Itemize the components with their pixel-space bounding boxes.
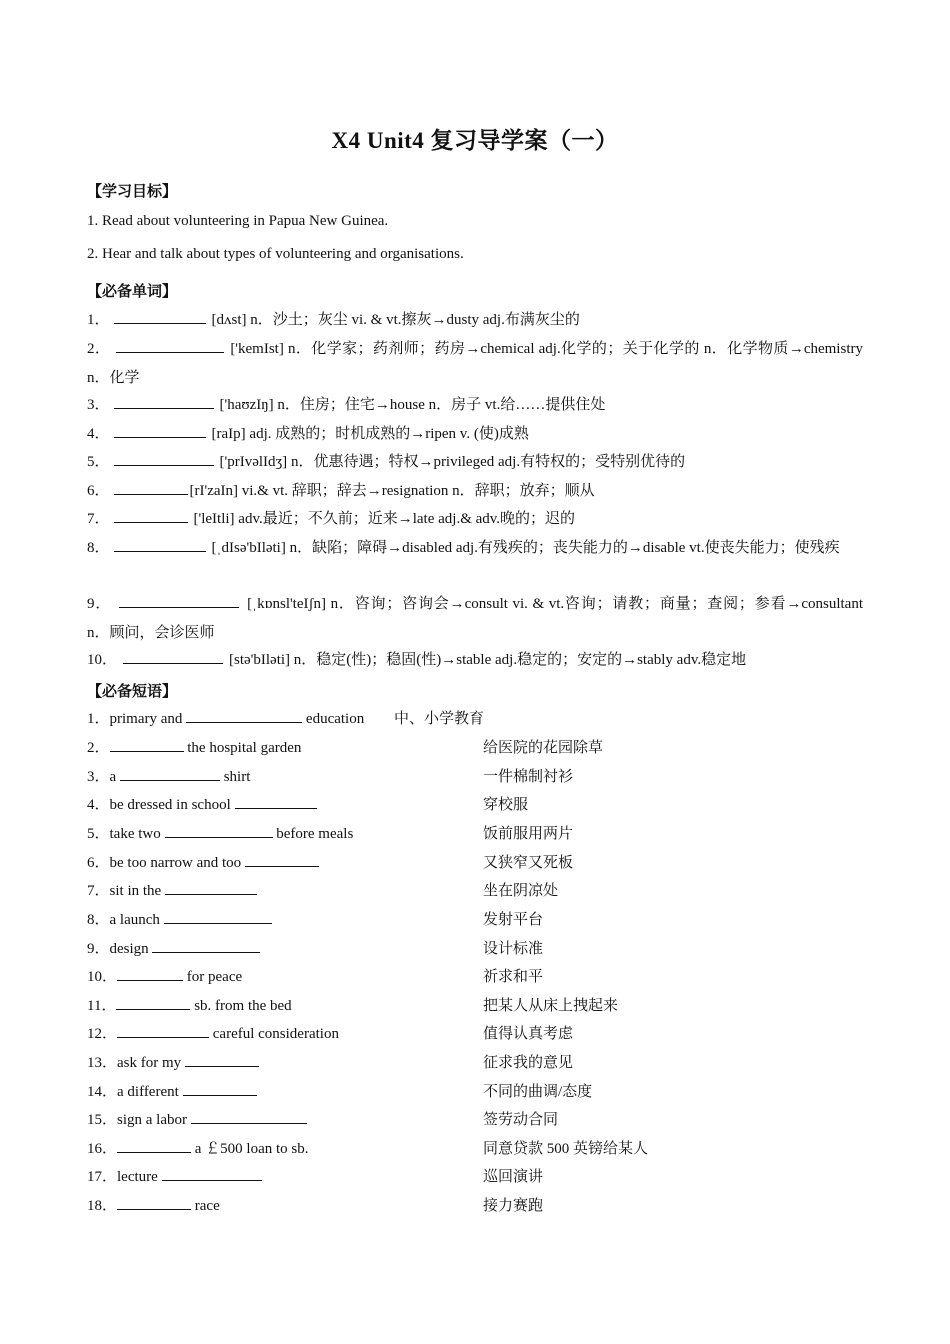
phrase-translation: 中、小学教育 [393, 711, 484, 727]
phrase-translation: 发射平台 [483, 912, 544, 928]
phrase-item [87, 1108, 307, 1129]
word-number: 9． [87, 596, 112, 612]
phrase-item [87, 736, 301, 757]
phrase-text: primary and [109, 711, 183, 727]
phrase-item [87, 1080, 257, 1101]
phrase-text: before meals [276, 826, 354, 842]
phrase-text: shirt [223, 769, 251, 785]
phrase-blank [152, 939, 260, 953]
phrase-text: be too narrow and too [109, 855, 242, 871]
word-definition: n．化学家；药剂师；药房→chemical adj.化学的；关于化学的 n．化学物质→chemistry n．化学 [87, 341, 863, 386]
phrase-text: sign a labor [117, 1112, 187, 1128]
phrase-item [87, 765, 250, 786]
phrase-text: a [109, 769, 117, 785]
phrase-item [87, 822, 353, 843]
word-blank [114, 424, 206, 438]
phrase-translation: 巡回演讲 [483, 1169, 544, 1185]
word-phonetic: [raIp] [211, 426, 246, 442]
phrase-number: 15． [87, 1112, 118, 1128]
phrase-text: ask for my [117, 1055, 182, 1071]
phrase-text: take two [109, 826, 161, 842]
phrase-item [87, 851, 319, 872]
phrase-blank [191, 1110, 307, 1124]
phrase-translation: 征求我的意见 [483, 1055, 574, 1071]
phrase-blank [165, 881, 257, 895]
phrase-translation: 把某人从床上拽起来 [483, 998, 619, 1014]
phrase-blank [120, 767, 220, 781]
word-item [87, 534, 863, 563]
phrase-blank [117, 1024, 209, 1038]
phrase-number: 9． [87, 941, 110, 957]
word-number: 3． [87, 397, 110, 413]
word-phonetic: [rI'zaIn] [189, 483, 239, 499]
word-item [87, 505, 863, 534]
phrases-heading: 【必备短语】 [87, 684, 178, 700]
phrase-number: 7． [87, 883, 110, 899]
phrase-text: sit in the [109, 883, 162, 899]
phrase-translation: 祈求和平 [483, 969, 544, 985]
phrase-number: 3． [87, 769, 110, 785]
phrase-blank [186, 709, 302, 723]
word-definition: n．住房；住宅→house n．房子 vt.给……提供住处 [277, 397, 606, 413]
word-number: 6． [87, 483, 110, 499]
phrase-translation: 坐在阴凉处 [483, 883, 559, 899]
word-item [87, 590, 863, 647]
word-definition: n．缺陷；障碍→disabled adj.有残疾的；丧失能力的→disable vt.使丧失能力；使残疾 [289, 540, 840, 556]
word-item [87, 420, 863, 449]
phrase-translation: 同意贷款 500 英镑给某人 [483, 1141, 649, 1157]
phrase-number: 13． [87, 1055, 118, 1071]
phrase-item [87, 965, 242, 986]
page-title: X4 Unit4 复习导学案（一） [331, 128, 619, 153]
phrase-blank [110, 738, 184, 752]
phrase-translation: 不同的曲调/态度 [483, 1084, 593, 1100]
phrase-number: 18． [87, 1198, 118, 1214]
word-blank [116, 339, 224, 353]
phrase-number: 14． [87, 1084, 118, 1100]
word-number: 5． [87, 454, 110, 470]
word-definition: adv.最近；不久前；近来→late adj.& adv.晚的；迟的 [238, 511, 576, 527]
phrase-text: careful consideration [212, 1026, 339, 1042]
word-definition: n．优惠待遇；特权→privileged adj.有特权的；受特别优待的 [290, 454, 686, 470]
word-blank [114, 395, 214, 409]
word-number: 7． [87, 511, 110, 527]
word-number: 10． [87, 652, 118, 668]
phrase-number: 12． [87, 1026, 118, 1042]
word-blank [114, 452, 214, 466]
phrase-blank [165, 824, 273, 838]
phrase-blank [117, 1139, 191, 1153]
phrase-text: race [194, 1198, 220, 1214]
phrase-blank [162, 1167, 262, 1181]
phrase-item [87, 1137, 309, 1158]
phrase-number: 1． [87, 711, 110, 727]
word-definition: n．稳定(性)；稳固(性)→stable adj.稳定的；安定的→stably adv.稳定地 [293, 652, 747, 668]
phrase-translation: 值得认真考虑 [483, 1026, 574, 1042]
objectives-heading: 【学习目标】 [87, 184, 178, 200]
word-number: 1． [87, 312, 110, 328]
phrase-number: 11． [87, 998, 117, 1014]
phrase-number: 2． [87, 740, 110, 756]
phrase-blank [117, 967, 183, 981]
phrase-text: a launch [109, 912, 160, 928]
phrase-blank [183, 1082, 257, 1096]
objective-item: 2. Hear and talk about types of volunteering and organisations. [87, 246, 464, 262]
word-item [87, 335, 863, 392]
phrase-item [87, 1051, 259, 1072]
phrase-text: a different [117, 1084, 179, 1100]
word-phonetic: [ˌkɒnsl'teIʃn] [247, 596, 326, 612]
phrase-item [87, 994, 292, 1015]
phrase-translation: 穿校服 [483, 797, 529, 813]
word-blank [114, 310, 206, 324]
word-phonetic: [ˌdIsə'bIləti] [211, 540, 286, 556]
word-blank [114, 481, 188, 495]
phrase-number: 8． [87, 912, 110, 928]
phrase-number: 4． [87, 797, 110, 813]
word-blank [114, 538, 206, 552]
phrase-text: a ￡500 loan to sb. [194, 1141, 309, 1157]
phrase-number: 16． [87, 1141, 118, 1157]
phrase-translation: 饭前服用两片 [483, 826, 574, 842]
phrase-blank [245, 853, 319, 867]
phrase-blank [116, 996, 190, 1010]
phrase-translation: 接力赛跑 [483, 1198, 544, 1214]
phrase-number: 17． [87, 1169, 118, 1185]
phrase-text: for peace [186, 969, 243, 985]
word-blank [119, 594, 239, 608]
word-phonetic: ['haʊzIŋ] [219, 397, 274, 413]
word-definition: n．沙土；灰尘 vi. & vt.擦灰→dusty adj.布满灰尘的 [250, 312, 580, 328]
phrase-text: the hospital garden [187, 740, 302, 756]
word-item [87, 306, 863, 335]
phrase-number: 10． [87, 969, 118, 985]
word-definition: vi.& vt. 辞职；辞去→resignation n．辞职；放弃；顺从 [241, 483, 595, 499]
phrase-text: be dressed in school [109, 797, 231, 813]
word-definition: n．咨询；咨询会→consult vi. & vt.咨询；请教；商量；查阅；参看→consultant n．顾问，会诊医师 [87, 596, 863, 641]
phrase-blank [117, 1196, 191, 1210]
objective-item: 1. Read about volunteering in Papua New Guinea. [87, 213, 389, 229]
word-phonetic: ['prIvəlIdʒ] [219, 454, 288, 470]
word-blank [123, 650, 223, 664]
word-phonetic: ['kemIst] [230, 341, 284, 357]
phrase-translation: 给医院的花园除草 [483, 740, 604, 756]
word-number: 4． [87, 426, 110, 442]
phrase-translation: 又狭窄又死板 [483, 855, 574, 871]
phrase-item [87, 1165, 262, 1186]
word-item [87, 477, 863, 506]
word-definition: adj. 成熟的；时机成熟的→ripen v. (使)成熟 [249, 426, 529, 442]
phrase-blank [164, 910, 272, 924]
word-phonetic: [dʌst] [211, 312, 247, 328]
word-item [87, 646, 863, 675]
phrase-text: education [305, 711, 365, 727]
phrase-text: sb. from the bed [194, 998, 292, 1014]
phrase-number: 5． [87, 826, 110, 842]
phrase-translation: 一件棉制衬衫 [483, 769, 574, 785]
phrase-item [87, 937, 260, 958]
phrase-number: 6． [87, 855, 110, 871]
phrase-item [87, 908, 272, 929]
word-phonetic: [stə'bIləti] [229, 652, 291, 668]
phrase-item [87, 1022, 339, 1043]
phrase-item [87, 793, 317, 814]
word-phonetic: ['leItli] [193, 511, 235, 527]
word-blank [114, 509, 188, 523]
phrase-text: lecture [117, 1169, 158, 1185]
phrase-translation: 签劳动合同 [483, 1112, 559, 1128]
phrase-blank [235, 795, 317, 809]
word-item [87, 448, 863, 477]
words-heading: 【必备单词】 [87, 284, 178, 300]
phrase-item [87, 879, 257, 900]
word-item [87, 391, 863, 420]
phrase-text: design [109, 941, 149, 957]
phrase-item [87, 707, 484, 728]
phrase-blank [185, 1053, 259, 1067]
phrase-item [87, 1194, 220, 1215]
phrase-translation: 设计标准 [483, 941, 544, 957]
word-number: 8． [87, 540, 110, 556]
word-number: 2． [87, 341, 111, 357]
